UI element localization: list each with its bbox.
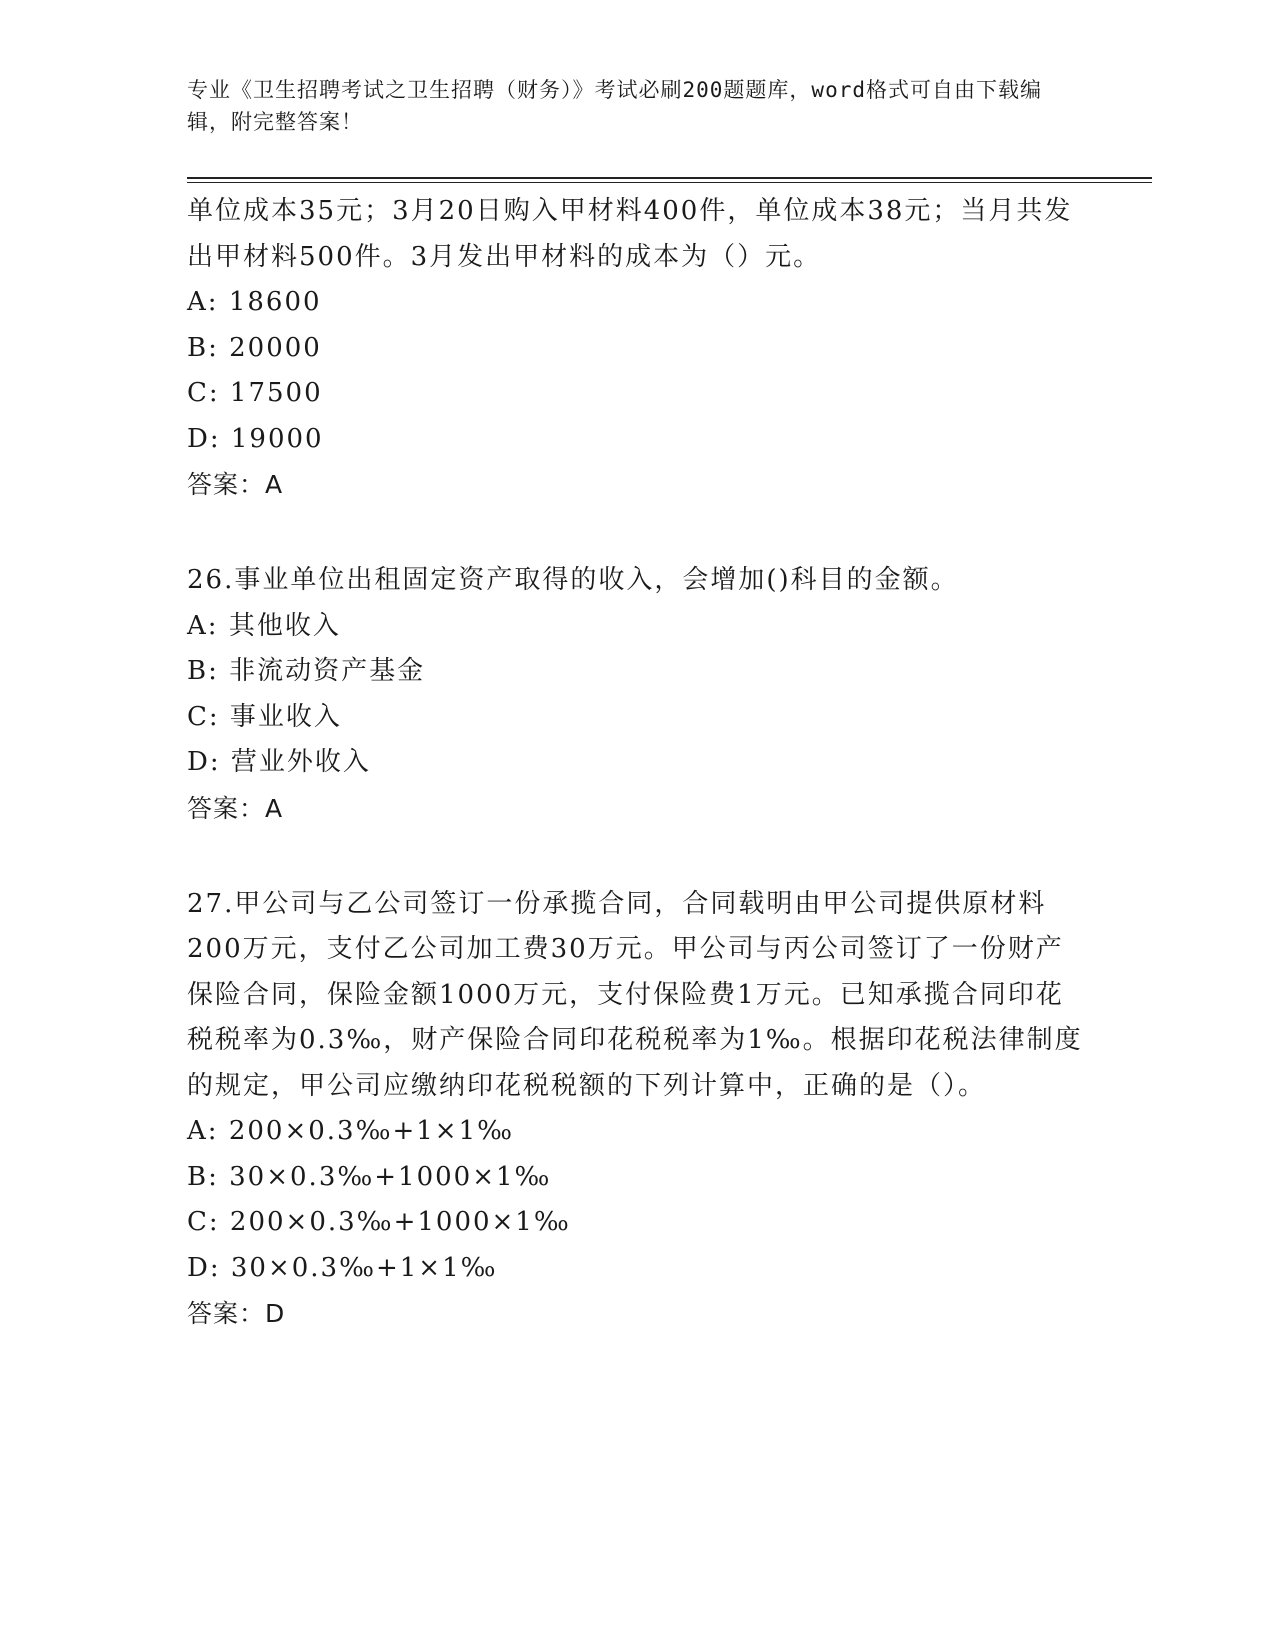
option-text: 200×0.3‰+1000×1‰: [229, 1207, 571, 1237]
option-text: 30×0.3‰+1×1‰: [230, 1252, 498, 1283]
option-text: 其他收入: [228, 610, 341, 641]
option-a: [187, 1109, 1087, 1155]
option-key: D:: [187, 1252, 221, 1283]
option-b: [187, 326, 1087, 372]
answer-line: 答案：D: [187, 1299, 286, 1328]
header-rule-thick: [187, 177, 1152, 179]
option-key: D:: [187, 747, 221, 777]
option-text: 200×0.3‰+1×1‰: [228, 1116, 514, 1146]
option-b: [187, 649, 1087, 695]
question-stem: 26.事业单位出租固定资产取得的收入，会增加()科目的金额。: [187, 565, 959, 595]
option-text: 18600: [228, 287, 322, 317]
question-spacer: [187, 831, 1087, 882]
option-c: [187, 695, 1087, 741]
option-key: A:: [187, 1116, 219, 1146]
option-c: [187, 1200, 1087, 1246]
option-text: 营业外收入: [230, 747, 371, 777]
question-item: [187, 189, 1087, 507]
option-d: [187, 1246, 1087, 1292]
question-item: [187, 882, 1087, 1337]
question-stem: 单位成本35元；3月20日购入甲材料400件，单位成本38元；当月共发出甲材料500件。3月发出甲材料的成本为（）元。: [187, 196, 1073, 272]
answer-line: 答案：A: [187, 470, 284, 499]
option-a: [187, 280, 1087, 326]
option-text: 17500: [229, 378, 323, 408]
question-item: [187, 558, 1087, 831]
question-spacer: [187, 507, 1087, 558]
option-b: [187, 1155, 1087, 1201]
option-key: B:: [187, 332, 219, 363]
option-text: 19000: [230, 423, 324, 454]
option-key: B:: [187, 1161, 219, 1192]
question-stem: 27.甲公司与乙公司签订一份承揽合同，合同载明由甲公司提供原材料200万元，支付乙公司加工费30万元。甲公司与丙公司签订了一份财产保险合同，保险金额1000万元，支付保险费1万元。已知承揽合同印花税税率为0.3‰，财产保险合同印花税税率为1‰。根据印花税法律制度的规定，甲公司应缴纳印花税税额的下列计算中，正确的是（）。: [187, 888, 1083, 1101]
option-text: 非流动资产基金: [229, 656, 426, 686]
option-key: C:: [187, 1207, 220, 1237]
option-key: C:: [187, 378, 220, 408]
option-d: [187, 740, 1087, 786]
option-a: [187, 604, 1087, 650]
document-header: 专业《卫生招聘考试之卫生招聘（财务）》考试必刷200题题库，word格式可自由下载编辑，附完整答案！: [187, 78, 1042, 134]
option-text: 事业收入: [229, 701, 342, 732]
option-d: [187, 417, 1087, 463]
option-c: [187, 371, 1087, 417]
header-rule-thin: [187, 182, 1152, 183]
question-list: [187, 189, 1087, 1336]
option-key: D:: [187, 423, 221, 454]
option-key: B:: [187, 656, 219, 686]
option-key: C:: [187, 701, 220, 732]
option-text: 20000: [229, 332, 322, 363]
answer-line: 答案：A: [187, 793, 284, 823]
option-text: 30×0.3‰+1000×1‰: [229, 1161, 552, 1192]
option-key: A:: [187, 610, 219, 641]
option-key: A:: [187, 287, 219, 317]
